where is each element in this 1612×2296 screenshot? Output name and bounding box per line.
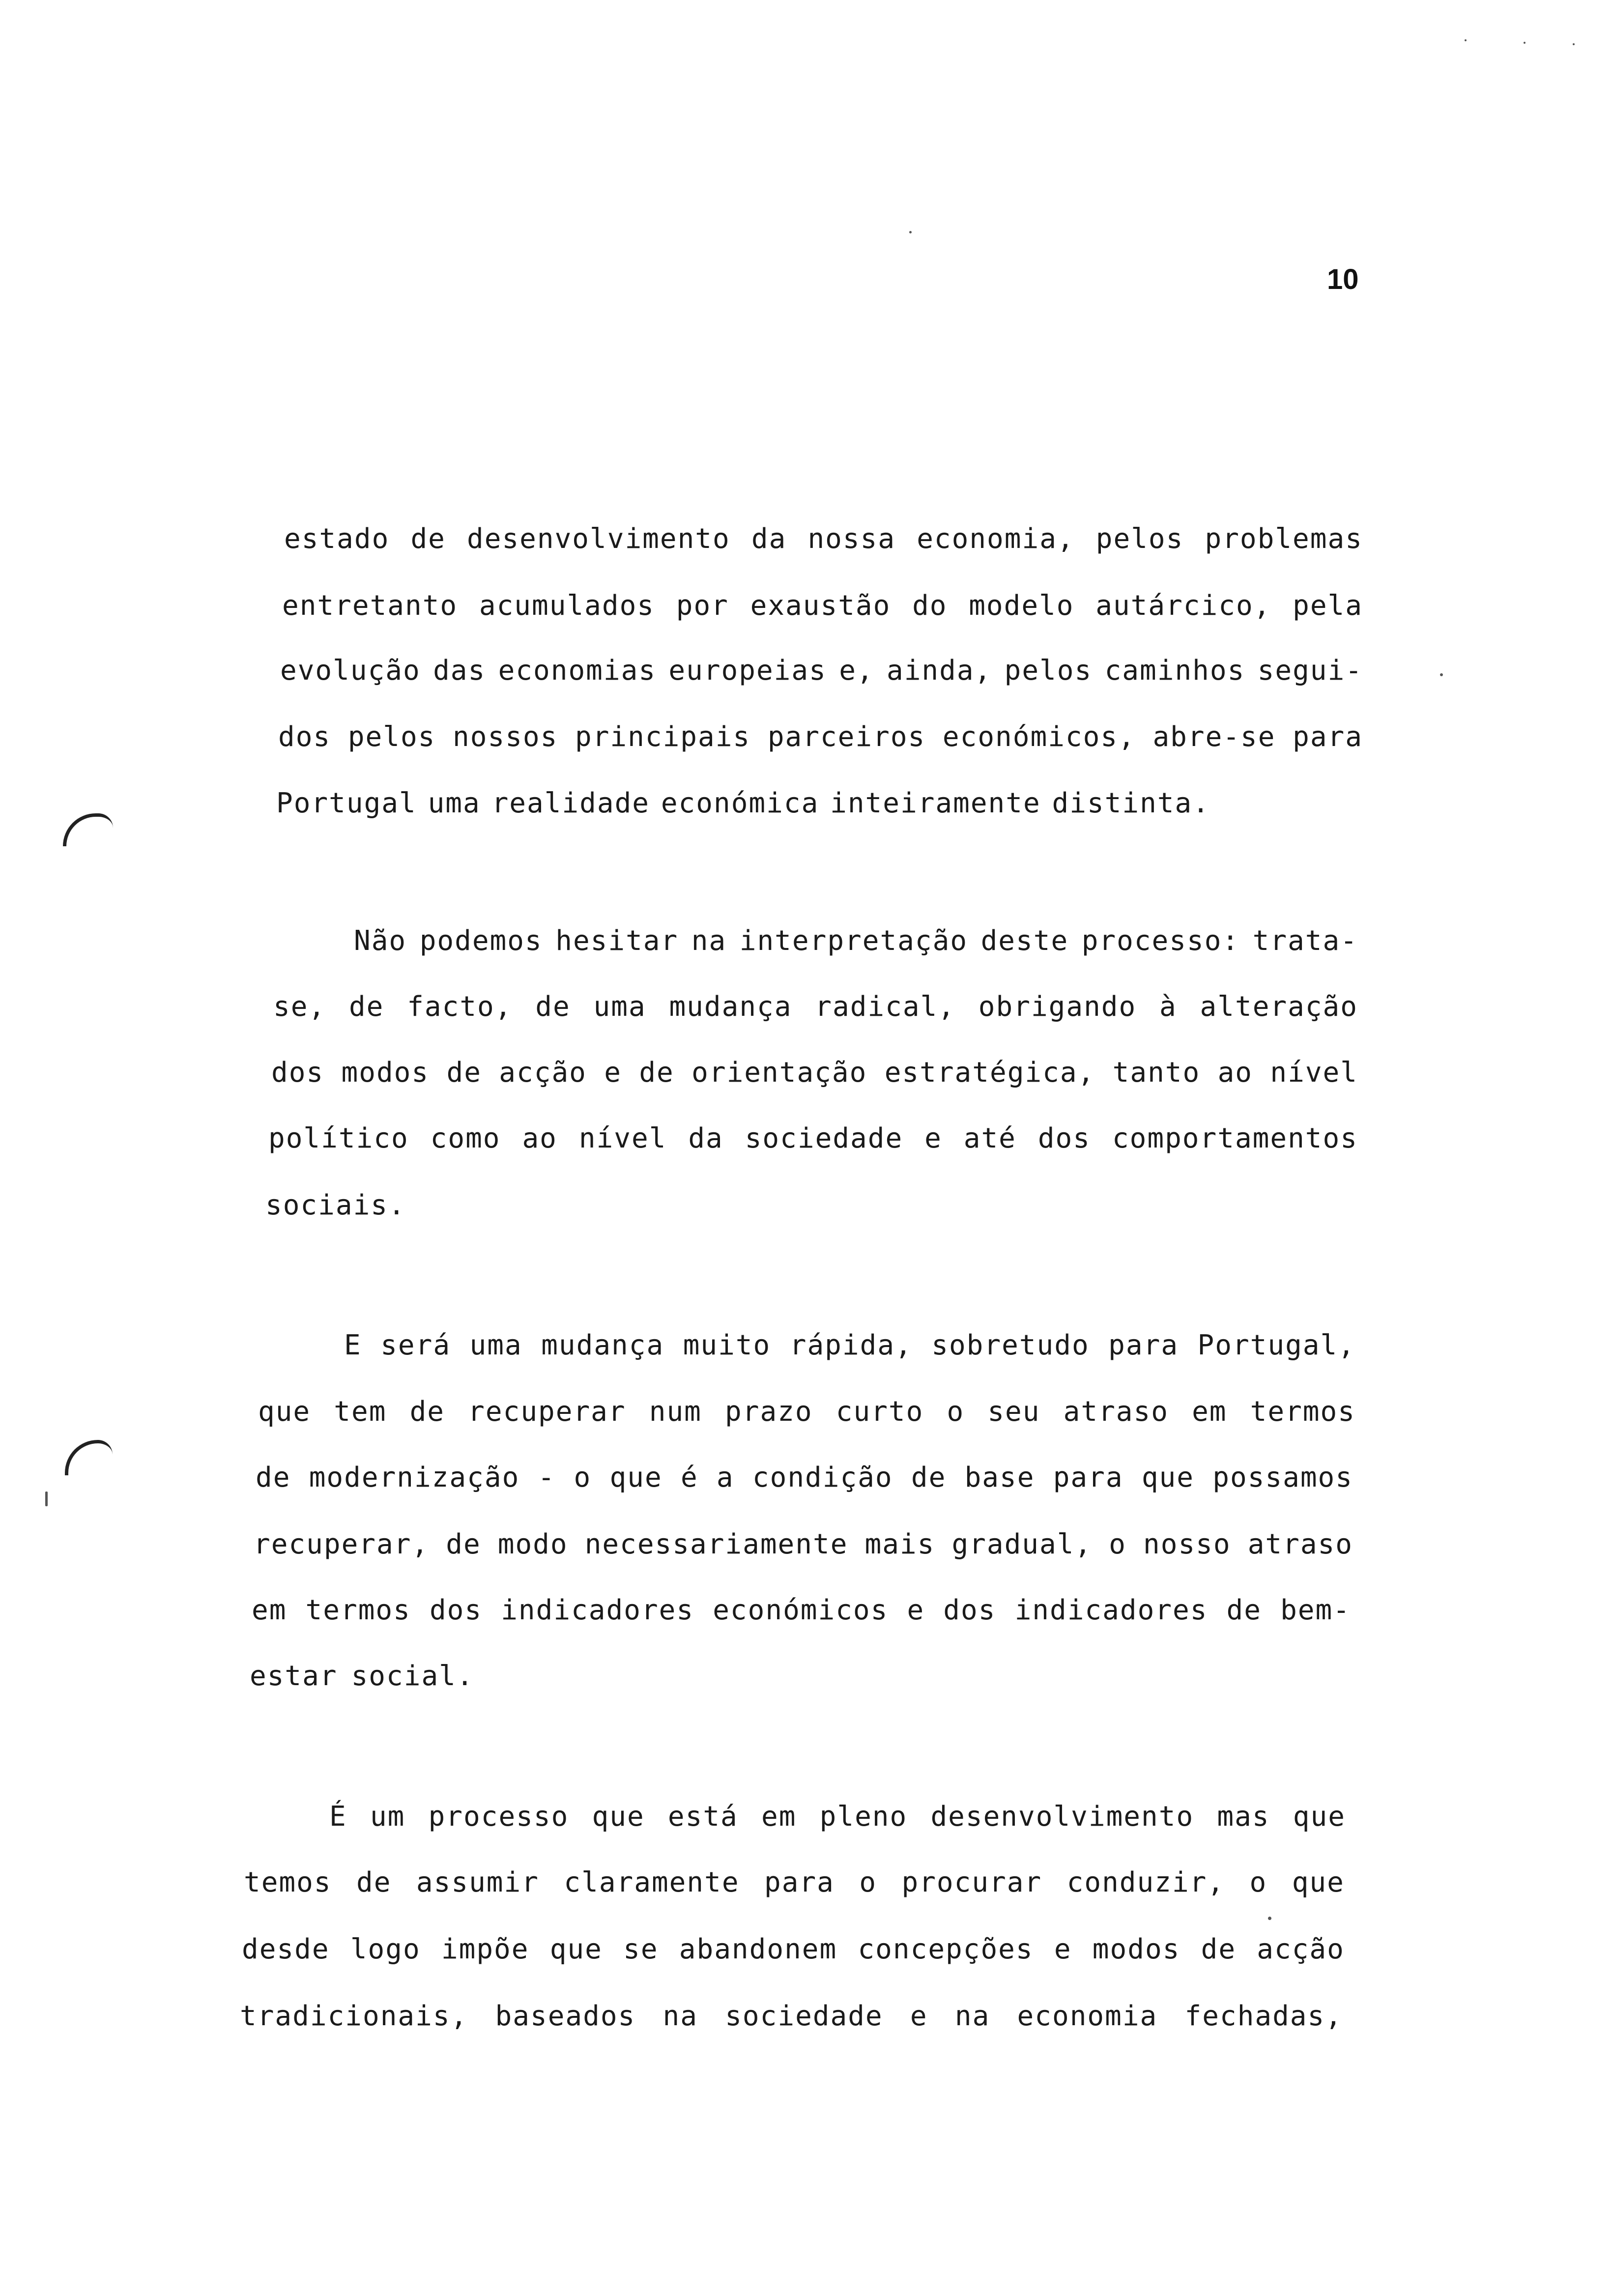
word: será xyxy=(380,1329,451,1361)
word: E xyxy=(344,1329,362,1361)
word: de xyxy=(256,1462,291,1493)
word: rápida, xyxy=(789,1329,913,1361)
word: economia, xyxy=(917,523,1075,555)
word: tanto xyxy=(1112,1057,1201,1089)
word: de xyxy=(911,1462,947,1493)
word: e, xyxy=(839,655,874,687)
paragraph-1-line-4 xyxy=(278,720,1363,754)
word: abre-se xyxy=(1152,721,1276,753)
paragraph-4-line-2 xyxy=(244,1866,1345,1900)
word: económica xyxy=(661,787,819,819)
word: processo xyxy=(428,1801,569,1833)
word: assumir xyxy=(416,1866,539,1898)
word: económicos xyxy=(713,1594,889,1626)
word: acção xyxy=(499,1057,587,1089)
word: indicadores xyxy=(501,1594,694,1626)
paragraph-3-line-4 xyxy=(254,1527,1353,1562)
word: indicadores xyxy=(1014,1594,1208,1626)
word: o xyxy=(859,1866,877,1898)
word: prazo xyxy=(725,1396,813,1428)
scan-speck xyxy=(1524,42,1526,44)
word: Não xyxy=(354,925,407,957)
margin-speck xyxy=(45,1492,48,1506)
word: exaustão xyxy=(750,590,891,622)
word: político xyxy=(268,1122,409,1154)
word: necessariamente xyxy=(584,1528,848,1560)
word: estar xyxy=(250,1660,338,1692)
word: radical, xyxy=(815,991,955,1023)
word: desenvolvimento xyxy=(930,1801,1194,1833)
word: o xyxy=(1109,1528,1126,1560)
word: base xyxy=(964,1462,1035,1493)
word: procurar xyxy=(901,1866,1042,1898)
word: de xyxy=(348,991,384,1023)
word: se xyxy=(623,1933,659,1965)
word: um xyxy=(370,1801,405,1833)
word: alteração xyxy=(1200,991,1358,1023)
word: bem- xyxy=(1280,1594,1351,1626)
paragraph-2-line-1 xyxy=(354,924,1358,958)
word: para xyxy=(764,1866,835,1898)
word: principais xyxy=(575,721,751,753)
paragraph-1-line-2 xyxy=(282,589,1363,623)
scan-speck xyxy=(1465,39,1467,41)
word: está xyxy=(667,1801,738,1833)
word: uma xyxy=(469,1329,522,1361)
word: que xyxy=(549,1933,603,1965)
word: condição xyxy=(752,1462,893,1493)
word: de xyxy=(535,991,571,1023)
word: e xyxy=(910,2000,928,2032)
word: da xyxy=(688,1122,723,1154)
word: na xyxy=(954,2000,990,2032)
word: comportamentos xyxy=(1112,1122,1358,1154)
paragraph-3-line-3 xyxy=(256,1461,1353,1495)
word: estado xyxy=(284,523,390,555)
word: obrigando xyxy=(978,991,1137,1023)
word: inteiramente xyxy=(830,787,1041,819)
word: em xyxy=(1192,1396,1227,1428)
word: para xyxy=(1293,721,1363,753)
word: recuperar, xyxy=(254,1528,430,1560)
word: e xyxy=(907,1594,925,1626)
word: mas xyxy=(1217,1801,1270,1833)
word: acção xyxy=(1257,1933,1345,1965)
word: acumulados xyxy=(479,590,655,622)
word: estratégica, xyxy=(884,1057,1095,1089)
word: nível xyxy=(578,1122,667,1154)
word: uma xyxy=(593,991,646,1023)
word: seu xyxy=(987,1396,1040,1428)
margin-punch-mark-bottom xyxy=(65,1440,113,1475)
word: que xyxy=(258,1396,311,1428)
word: termos xyxy=(305,1594,411,1626)
word: Portugal, xyxy=(1197,1329,1355,1361)
scan-speck xyxy=(1440,673,1443,676)
paragraph-4-line-3 xyxy=(242,1932,1345,1967)
word: como xyxy=(430,1122,501,1154)
word: concepções xyxy=(858,1933,1034,1965)
word: ao xyxy=(1217,1057,1253,1089)
word: que xyxy=(609,1462,662,1493)
word: dos xyxy=(429,1594,483,1626)
word: na xyxy=(691,925,727,957)
word: modos xyxy=(1092,1933,1180,1965)
word: deste xyxy=(980,925,1069,957)
word: nossa xyxy=(807,523,896,555)
word: de xyxy=(446,1528,481,1560)
word: de xyxy=(639,1057,674,1089)
word: atraso xyxy=(1247,1528,1353,1560)
word: possamos xyxy=(1212,1462,1353,1493)
word: pelos xyxy=(347,721,436,753)
word: num xyxy=(649,1396,702,1428)
margin-punch-mark-top xyxy=(63,813,113,846)
word: economia xyxy=(1017,2000,1158,2032)
word: sociais. xyxy=(265,1189,406,1221)
word: realidade xyxy=(491,787,650,819)
scan-speck xyxy=(1268,1917,1271,1920)
word: abandonem xyxy=(679,1933,837,1965)
word: dos xyxy=(1037,1122,1091,1154)
word: dos xyxy=(278,721,331,753)
word: pleno xyxy=(819,1801,908,1833)
word: nosso xyxy=(1143,1528,1231,1560)
word: - xyxy=(538,1462,556,1493)
word: de xyxy=(1226,1594,1262,1626)
paragraph-3-line-1 xyxy=(344,1328,1355,1363)
word: que xyxy=(592,1801,645,1833)
word: recuperar xyxy=(468,1396,626,1428)
word: para xyxy=(1108,1329,1179,1361)
word: podemos xyxy=(419,925,543,957)
word: o xyxy=(574,1462,592,1493)
word: pelos xyxy=(1004,655,1093,687)
paragraph-1-line-5 xyxy=(276,786,1210,821)
word: conduzir, xyxy=(1066,1866,1225,1898)
word: mais xyxy=(864,1528,935,1560)
word: é xyxy=(680,1462,698,1493)
paragraph-2-line-5 xyxy=(265,1188,462,1223)
word: de xyxy=(446,1057,482,1089)
word: nossos xyxy=(453,721,558,753)
word: dos xyxy=(943,1594,996,1626)
word: problemas xyxy=(1205,523,1363,555)
paragraph-4-line-4 xyxy=(240,1999,1343,2034)
word: entretanto xyxy=(282,590,458,622)
word: dos xyxy=(271,1057,324,1089)
word: autárcico, xyxy=(1095,590,1271,622)
paragraph-3-line-2 xyxy=(258,1395,1355,1429)
word: ao xyxy=(522,1122,557,1154)
word: trata- xyxy=(1252,925,1358,957)
word: social. xyxy=(351,1660,474,1692)
word: logo xyxy=(350,1933,421,1965)
word: se, xyxy=(273,991,326,1023)
word: o xyxy=(947,1396,965,1428)
word: hesitar xyxy=(555,925,679,957)
scan-speck xyxy=(909,231,912,233)
scan-speck xyxy=(1573,43,1575,45)
word: o xyxy=(1249,1866,1267,1898)
word: parceiros xyxy=(767,721,926,753)
paragraph-1-line-1 xyxy=(284,522,1363,556)
word: em xyxy=(252,1594,287,1626)
paragraph-3-line-6 xyxy=(250,1659,594,1693)
word: das xyxy=(433,655,486,687)
word: que xyxy=(1293,1801,1346,1833)
word: modo xyxy=(497,1528,568,1560)
word: curto xyxy=(835,1396,924,1428)
word: processo: xyxy=(1081,925,1240,957)
word: impõe xyxy=(441,1933,529,1965)
word: pela xyxy=(1293,590,1363,622)
word: sociedade xyxy=(745,1122,903,1154)
paragraph-1-line-3 xyxy=(280,654,1363,688)
word: por xyxy=(676,590,729,622)
word: baseados xyxy=(495,2000,636,2032)
word: para xyxy=(1053,1462,1123,1493)
word: desenvolvimento xyxy=(467,523,730,555)
word: termos xyxy=(1250,1396,1355,1428)
word: mudança xyxy=(541,1329,664,1361)
word: mudança xyxy=(669,991,792,1023)
word: atraso xyxy=(1063,1396,1169,1428)
word: de xyxy=(356,1866,392,1898)
word: de xyxy=(409,1396,445,1428)
word: à xyxy=(1159,991,1177,1023)
word: em xyxy=(761,1801,797,1833)
word: Portugal xyxy=(276,787,417,819)
paragraph-3-line-5 xyxy=(252,1593,1351,1628)
word: modernização xyxy=(309,1462,520,1493)
word: uma xyxy=(428,787,481,819)
word: a xyxy=(716,1462,734,1493)
word: pelos xyxy=(1095,523,1184,555)
word: que xyxy=(1292,1866,1345,1898)
paragraph-4-line-1 xyxy=(329,1800,1346,1834)
paragraph-2-line-2 xyxy=(273,990,1358,1024)
word: distinta. xyxy=(1052,787,1210,819)
word: de xyxy=(1201,1933,1237,1965)
word: europeias xyxy=(668,655,827,687)
word: claramente xyxy=(564,1866,740,1898)
word: interpretação xyxy=(739,925,968,957)
paragraph-2-line-4 xyxy=(268,1121,1358,1156)
word: modelo xyxy=(969,590,1074,622)
word: nível xyxy=(1270,1057,1358,1089)
paragraph-2-line-3 xyxy=(271,1056,1358,1090)
word: económicos, xyxy=(942,721,1136,753)
word: do xyxy=(912,590,948,622)
page-number: 10 xyxy=(1327,263,1359,295)
word: e xyxy=(604,1057,622,1089)
word: facto, xyxy=(407,991,513,1023)
word: muito xyxy=(683,1329,771,1361)
word: que xyxy=(1141,1462,1194,1493)
word: fechadas, xyxy=(1184,2000,1343,2032)
word: de xyxy=(410,523,446,555)
word: segui- xyxy=(1257,655,1363,687)
word: da xyxy=(751,523,787,555)
word: ainda, xyxy=(886,655,992,687)
word: orientação xyxy=(691,1057,867,1089)
word: na xyxy=(662,2000,698,2032)
word: modos xyxy=(341,1057,430,1089)
word: sobretudo xyxy=(931,1329,1090,1361)
word: tradicionais, xyxy=(240,2000,468,2032)
word: tem xyxy=(334,1396,387,1428)
word: gradual, xyxy=(951,1528,1093,1560)
word: É xyxy=(329,1801,347,1833)
word: caminhos xyxy=(1104,655,1245,687)
word: sociedade xyxy=(725,2000,883,2032)
word: e xyxy=(1054,1933,1072,1965)
word: temos xyxy=(244,1866,332,1898)
word: e xyxy=(924,1122,942,1154)
word: economias xyxy=(498,655,657,687)
word: até xyxy=(963,1122,1016,1154)
word: desde xyxy=(242,1933,330,1965)
word: evolução xyxy=(280,655,421,687)
